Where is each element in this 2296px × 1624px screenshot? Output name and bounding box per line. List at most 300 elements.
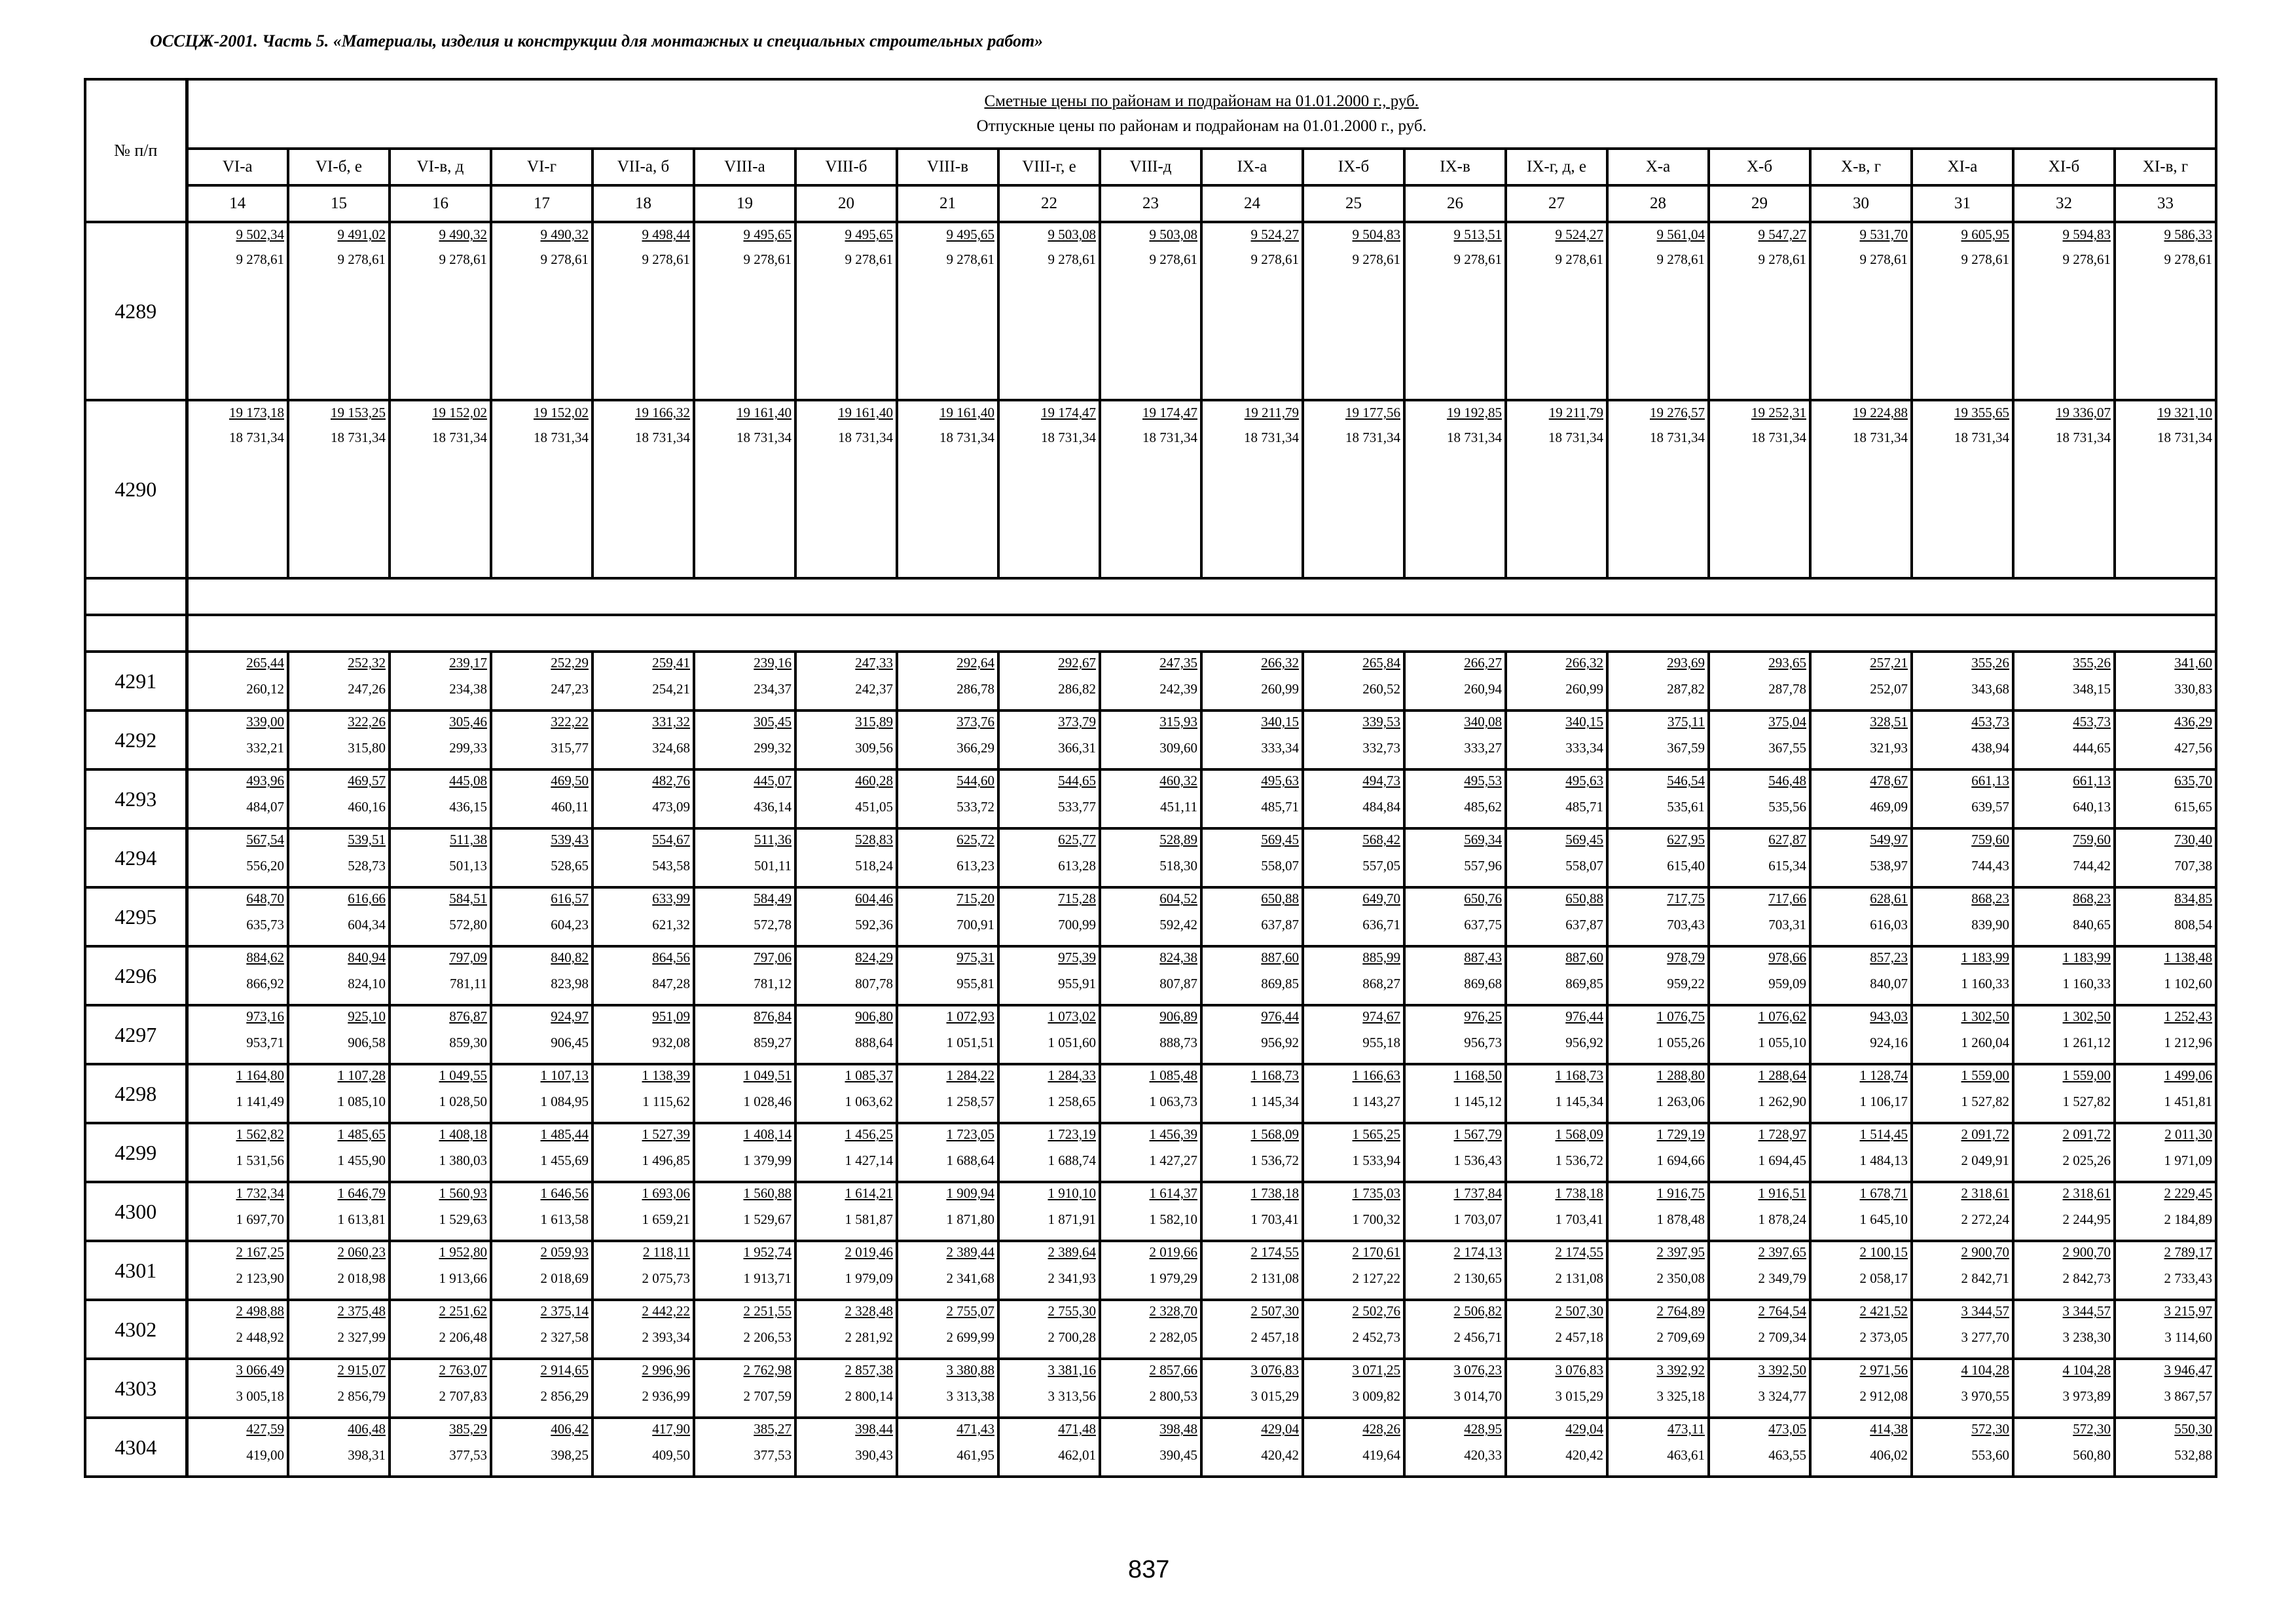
release-price: 18 731,34 [331, 430, 386, 445]
price-cell [795, 1300, 897, 1359]
estimated-price: 19 224,88 [1853, 405, 1908, 420]
release-price: 484,84 [1362, 799, 1400, 815]
price-cell [897, 1418, 998, 1477]
estimated-price: 1 408,14 [743, 1126, 792, 1142]
price-cell [795, 1182, 897, 1241]
estimated-price: 4 104,28 [1961, 1362, 2009, 1378]
estimated-price: 1 128,74 [1859, 1067, 1908, 1083]
estimated-price: 322,26 [348, 714, 386, 729]
estimated-price: 627,87 [1768, 832, 1806, 847]
price-cell [288, 887, 390, 946]
price-cell [694, 887, 795, 946]
estimated-price: 2 507,30 [1250, 1303, 1299, 1319]
price-cell [2115, 1123, 2216, 1182]
release-price: 485,71 [1261, 799, 1299, 815]
estimated-price: 2 915,07 [337, 1362, 386, 1378]
release-price: 1 484,13 [1859, 1153, 1908, 1168]
table-row [85, 1241, 2216, 1300]
price-cell [795, 400, 897, 578]
price-cell [187, 769, 288, 828]
price-cell [491, 769, 592, 828]
estimated-price: 2 019,66 [1149, 1244, 1197, 1260]
price-cell [998, 710, 1100, 769]
release-price: 959,09 [1768, 976, 1806, 991]
release-price: 1 536,72 [1250, 1153, 1299, 1168]
district-header: VI-б, е [288, 149, 390, 185]
release-price: 9 278,61 [337, 251, 386, 267]
estimated-price: 528,83 [855, 832, 893, 847]
release-price: 419,64 [1362, 1447, 1400, 1463]
spacer-cell [187, 615, 2216, 652]
price-cell [1303, 1123, 1404, 1182]
estimated-price: 331,32 [652, 714, 690, 729]
estimated-price: 473,11 [1667, 1421, 1705, 1437]
price-cell [288, 710, 390, 769]
release-price: 2 700,28 [1048, 1329, 1096, 1345]
estimated-price: 453,73 [1971, 714, 2009, 729]
release-price: 1 529,67 [743, 1211, 792, 1227]
release-price: 9 278,61 [1656, 251, 1705, 267]
estimated-price: 1 614,21 [845, 1185, 893, 1201]
release-price: 1 913,66 [439, 1270, 487, 1286]
release-price: 869,85 [1565, 976, 1603, 991]
release-price: 242,37 [855, 681, 893, 697]
release-price: 1 913,71 [743, 1270, 792, 1286]
release-price: 367,59 [1667, 740, 1705, 756]
estimated-price: 482,76 [652, 773, 690, 788]
release-price: 315,77 [551, 740, 589, 756]
release-price: 621,32 [652, 917, 690, 932]
estimated-price: 840,94 [348, 950, 386, 965]
price-cell [1810, 887, 1912, 946]
release-price: 700,99 [1058, 917, 1096, 932]
estimated-price: 3 076,83 [1250, 1362, 1299, 1378]
estimated-price: 315,93 [1159, 714, 1197, 729]
estimated-price: 2 971,56 [1859, 1362, 1908, 1378]
release-price: 1 085,10 [337, 1094, 386, 1109]
release-price: 637,87 [1565, 917, 1603, 932]
estimated-price: 340,08 [1464, 714, 1502, 729]
release-price: 2 457,18 [1250, 1329, 1299, 1345]
estimated-price: 1 916,75 [1656, 1185, 1705, 1201]
price-cell [592, 887, 694, 946]
price-cell [1810, 946, 1912, 1005]
release-price: 18 731,34 [1345, 430, 1400, 445]
estimated-price: 1 168,73 [1250, 1067, 1299, 1083]
price-cell [897, 1359, 998, 1418]
price-cell [795, 887, 897, 946]
price-cell [1912, 1005, 2013, 1064]
release-price: 2 373,05 [1859, 1329, 1908, 1345]
release-price: 409,50 [652, 1447, 690, 1463]
estimated-price: 604,52 [1159, 891, 1197, 906]
price-cell [1506, 652, 1607, 710]
release-price: 639,57 [1971, 799, 2009, 815]
release-price: 1 260,04 [1961, 1035, 2009, 1050]
release-price: 463,55 [1768, 1447, 1806, 1463]
district-header: VIII-б [795, 149, 897, 185]
release-price: 1 451,81 [2164, 1094, 2212, 1109]
price-cell [1912, 1123, 2013, 1182]
price-title-header [187, 79, 2216, 149]
estimated-price: 322,22 [551, 714, 589, 729]
price-cell [1607, 828, 1709, 887]
release-price: 703,43 [1667, 917, 1705, 932]
estimated-price: 635,70 [2174, 773, 2212, 788]
release-price: 744,42 [2073, 858, 2111, 874]
estimated-price: 650,88 [1565, 891, 1603, 906]
estimated-price: 2 764,54 [1758, 1303, 1806, 1319]
release-price: 1 878,24 [1758, 1211, 1806, 1227]
price-cell [1201, 652, 1303, 710]
estimated-price: 528,89 [1159, 832, 1197, 847]
estimated-price: 2 389,64 [1048, 1244, 1096, 1260]
release-price: 9 278,61 [1555, 251, 1603, 267]
price-cell [1506, 400, 1607, 578]
price-cell [1607, 1418, 1709, 1477]
price-cell [592, 1064, 694, 1123]
release-price: 528,65 [551, 858, 589, 874]
release-price: 1 051,51 [946, 1035, 994, 1050]
column-number: 15 [288, 185, 390, 222]
price-cell [1201, 710, 1303, 769]
estimated-price: 2 251,55 [743, 1303, 792, 1319]
release-price: 744,43 [1971, 858, 2009, 874]
release-price: 955,81 [957, 976, 994, 991]
estimated-price: 9 490,32 [540, 227, 589, 242]
release-price: 553,60 [1971, 1447, 2009, 1463]
price-cell [288, 1005, 390, 1064]
price-cell [1709, 1359, 1810, 1418]
estimated-price: 857,23 [1870, 950, 1908, 965]
price-cell [1607, 710, 1709, 769]
district-header: XI-б [2013, 149, 2115, 185]
item-number: 4301 [85, 1241, 187, 1300]
table-row [85, 1418, 2216, 1477]
estimated-price: 427,59 [246, 1421, 284, 1437]
price-cell [1404, 1418, 1506, 1477]
release-price: 2 912,08 [1859, 1388, 1908, 1404]
estimated-price: 1 183,99 [2062, 950, 2111, 965]
price-cell [795, 1241, 897, 1300]
estimated-price: 9 491,02 [337, 227, 386, 242]
release-price: 234,38 [449, 681, 487, 697]
price-cell [592, 1241, 694, 1300]
estimated-price: 3 076,23 [1453, 1362, 1502, 1378]
estimated-price: 19 177,56 [1345, 405, 1400, 420]
release-price: 451,05 [855, 799, 893, 815]
release-price: 869,85 [1261, 976, 1299, 991]
release-price: 309,60 [1159, 740, 1197, 756]
release-price: 366,31 [1058, 740, 1096, 756]
release-price: 1 028,50 [439, 1094, 487, 1109]
release-price: 1 106,17 [1859, 1094, 1908, 1109]
release-price: 18 731,34 [1142, 430, 1197, 445]
release-price: 613,23 [957, 858, 994, 874]
item-number: 4296 [85, 946, 187, 1005]
price-cell [1201, 1241, 1303, 1300]
price-cell [187, 400, 288, 578]
release-price: 9 278,61 [1859, 251, 1908, 267]
release-price: 247,26 [348, 681, 386, 697]
release-price: 2 699,99 [946, 1329, 994, 1345]
estimated-price: 511,36 [754, 832, 792, 847]
table-row [85, 769, 2216, 828]
price-cell [288, 1359, 390, 1418]
estimated-price: 2 060,23 [337, 1244, 386, 1260]
price-cell [1303, 1064, 1404, 1123]
estimated-price: 1 560,88 [743, 1185, 792, 1201]
price-cell [390, 222, 491, 400]
release-price: 1 379,99 [743, 1153, 792, 1168]
price-cell [1201, 400, 1303, 578]
price-cell [288, 1300, 390, 1359]
price-cell [2115, 1300, 2216, 1359]
district-header: VI-в, д [390, 149, 491, 185]
release-price: 959,22 [1667, 976, 1705, 991]
table-row [85, 1359, 2216, 1418]
price-cell [795, 1064, 897, 1123]
estimated-price: 340,15 [1565, 714, 1603, 729]
release-price: 333,34 [1261, 740, 1299, 756]
release-price: 321,93 [1870, 740, 1908, 756]
price-cell [288, 769, 390, 828]
price-cell [390, 1359, 491, 1418]
release-price: 299,33 [449, 740, 487, 756]
estimated-price: 247,35 [1159, 655, 1197, 671]
release-price: 1 613,58 [540, 1211, 589, 1227]
estimated-price: 978,79 [1667, 950, 1705, 965]
release-price: 2 707,59 [743, 1388, 792, 1404]
item-number: 4292 [85, 710, 187, 769]
estimated-price: 375,04 [1768, 714, 1806, 729]
estimated-price: 1 568,09 [1250, 1126, 1299, 1142]
price-cell [187, 710, 288, 769]
estimated-price: 2 502,76 [1352, 1303, 1400, 1319]
price-cell [694, 1418, 795, 1477]
estimated-price: 2 100,15 [1859, 1244, 1908, 1260]
price-cell [1100, 222, 1201, 400]
estimated-price: 1 916,51 [1758, 1185, 1806, 1201]
release-price: 868,27 [1362, 976, 1400, 991]
estimated-price: 759,60 [2073, 832, 2111, 847]
release-price: 1 145,12 [1453, 1094, 1502, 1109]
district-header-row [85, 149, 2216, 185]
estimated-price: 554,67 [652, 832, 690, 847]
estimated-price: 973,16 [246, 1008, 284, 1024]
price-cell [1912, 887, 2013, 946]
table-row [85, 1182, 2216, 1241]
price-cell [2115, 400, 2216, 578]
estimated-price: 266,27 [1464, 655, 1502, 671]
price-cell [897, 710, 998, 769]
estimated-price: 625,77 [1058, 832, 1096, 847]
price-cell [1709, 1064, 1810, 1123]
estimated-price: 1 288,64 [1758, 1067, 1806, 1083]
release-price: 333,27 [1464, 740, 1502, 756]
price-cell [1810, 1005, 1912, 1064]
column-number: 18 [592, 185, 694, 222]
release-price: 823,98 [551, 976, 589, 991]
release-price: 420,42 [1565, 1447, 1603, 1463]
item-number: 4289 [85, 222, 187, 400]
price-cell [1506, 828, 1607, 887]
estimated-price: 19 174,47 [1041, 405, 1096, 420]
release-price: 3 238,30 [2062, 1329, 2111, 1345]
estimated-price: 1 138,39 [642, 1067, 690, 1083]
price-cell [694, 1005, 795, 1064]
release-price: 1 878,48 [1656, 1211, 1705, 1227]
release-price: 333,34 [1565, 740, 1603, 756]
estimated-price: 2 900,70 [1961, 1244, 2009, 1260]
price-cell [694, 222, 795, 400]
release-price: 888,73 [1159, 1035, 1197, 1050]
estimated-price: 19 192,85 [1447, 405, 1502, 420]
price-cell [491, 1241, 592, 1300]
price-cell [694, 828, 795, 887]
release-price: 932,08 [652, 1035, 690, 1050]
release-price: 808,54 [2174, 917, 2212, 932]
estimated-price: 1 252,43 [2164, 1008, 2212, 1024]
release-price: 473,09 [652, 799, 690, 815]
estimated-price: 1 568,09 [1555, 1126, 1603, 1142]
estimated-price: 9 495,65 [946, 227, 994, 242]
price-cell [694, 1064, 795, 1123]
item-number: 4300 [85, 1182, 187, 1241]
price-cell [1810, 652, 1912, 710]
release-price: 866,92 [246, 976, 284, 991]
estimated-price: 2 996,96 [642, 1362, 690, 1378]
price-cell [390, 1418, 491, 1477]
release-price: 1 258,57 [946, 1094, 994, 1109]
price-cell [1506, 1005, 1607, 1064]
table-row [85, 400, 2216, 578]
price-cell [1709, 222, 1810, 400]
release-price: 592,42 [1159, 917, 1197, 932]
estimated-price: 884,62 [246, 950, 284, 965]
estimated-price: 2 328,48 [845, 1303, 893, 1319]
release-price: 9 278,61 [1758, 251, 1806, 267]
price-cell [1404, 887, 1506, 946]
price-cell [694, 1182, 795, 1241]
release-price: 343,68 [1971, 681, 2009, 697]
release-price: 2 349,79 [1758, 1270, 1806, 1286]
estimated-price: 1 485,44 [540, 1126, 589, 1142]
price-cell [491, 1418, 592, 1477]
release-price: 1 051,60 [1048, 1035, 1096, 1050]
price-cell [694, 1241, 795, 1300]
price-cell [1201, 1123, 1303, 1182]
release-price: 444,65 [2073, 740, 2111, 756]
release-price: 420,33 [1464, 1447, 1502, 1463]
estimated-price: 3 215,97 [2164, 1303, 2212, 1319]
price-cell [288, 222, 390, 400]
price-cell [2115, 828, 2216, 887]
estimated-price: 1 559,00 [1961, 1067, 2009, 1083]
estimated-price: 1 729,19 [1656, 1126, 1705, 1142]
release-price: 2 709,69 [1656, 1329, 1705, 1345]
estimated-price: 2 755,07 [946, 1303, 994, 1319]
estimated-price: 730,40 [2174, 832, 2212, 847]
estimated-price: 3 071,25 [1352, 1362, 1400, 1378]
release-price: 1 427,14 [845, 1153, 893, 1168]
district-header: IX-г, д, е [1506, 149, 1607, 185]
estimated-price: 414,38 [1870, 1421, 1908, 1437]
release-price: 18 731,34 [939, 430, 994, 445]
release-price: 616,03 [1870, 917, 1908, 932]
price-cell [1506, 946, 1607, 1005]
price-cell [1404, 222, 1506, 400]
district-header: X-в, г [1810, 149, 1912, 185]
price-cell [1912, 222, 2013, 400]
table-row [85, 946, 2216, 1005]
release-price: 1 613,81 [337, 1211, 386, 1227]
price-cell [1201, 1182, 1303, 1241]
estimated-price: 445,07 [754, 773, 792, 788]
release-price: 1 527,82 [2062, 1094, 2111, 1109]
price-cell [1100, 1064, 1201, 1123]
price-cell [998, 1123, 1100, 1182]
release-price: 906,45 [551, 1035, 589, 1050]
release-price: 3 867,57 [2164, 1388, 2212, 1404]
estimated-price: 661,13 [2073, 773, 2111, 788]
estimated-price: 1 952,74 [743, 1244, 792, 1260]
estimated-price: 417,90 [652, 1421, 690, 1437]
column-number: 22 [998, 185, 1100, 222]
release-price: 2 709,34 [1758, 1329, 1806, 1345]
district-header: XI-а [1912, 149, 2013, 185]
estimated-price: 247,33 [855, 655, 893, 671]
price-cell [897, 887, 998, 946]
estimated-price: 2 375,48 [337, 1303, 386, 1319]
estimated-price: 1 284,22 [946, 1067, 994, 1083]
price-cell [288, 1064, 390, 1123]
release-price: 3 015,29 [1250, 1388, 1299, 1404]
price-cell [2013, 1064, 2115, 1123]
release-price: 18 731,34 [635, 430, 690, 445]
estimated-price: 2 421,52 [1859, 1303, 1908, 1319]
estimated-price: 2 174,13 [1453, 1244, 1502, 1260]
release-price: 1 258,65 [1048, 1094, 1096, 1109]
estimated-price: 539,51 [348, 832, 386, 847]
price-cell [2013, 1123, 2115, 1182]
price-cell [1100, 1123, 1201, 1182]
price-cell [2115, 652, 2216, 710]
price-cell [897, 769, 998, 828]
release-price: 781,12 [754, 976, 792, 991]
release-price: 1 531,56 [236, 1153, 284, 1168]
release-price: 1 871,80 [946, 1211, 994, 1227]
release-price: 9 278,61 [1453, 251, 1502, 267]
price-cell [1303, 710, 1404, 769]
price-cell [1303, 1005, 1404, 1064]
estimated-price: 1 614,37 [1149, 1185, 1197, 1201]
estimated-price: 9 531,70 [1859, 227, 1908, 242]
price-cell [1404, 710, 1506, 769]
estimated-price: 511,38 [450, 832, 487, 847]
release-price: 3 005,18 [236, 1388, 284, 1404]
release-price: 869,68 [1464, 976, 1502, 991]
price-cell [998, 1241, 1100, 1300]
release-price: 1 703,07 [1453, 1211, 1502, 1227]
release-price: 9 278,61 [642, 251, 690, 267]
column-number-row [85, 185, 2216, 222]
price-cell [1303, 652, 1404, 710]
release-price: 1 063,62 [845, 1094, 893, 1109]
estimated-price: 1 072,93 [946, 1008, 994, 1024]
price-cell [694, 400, 795, 578]
spacer-num-cell [85, 615, 187, 652]
